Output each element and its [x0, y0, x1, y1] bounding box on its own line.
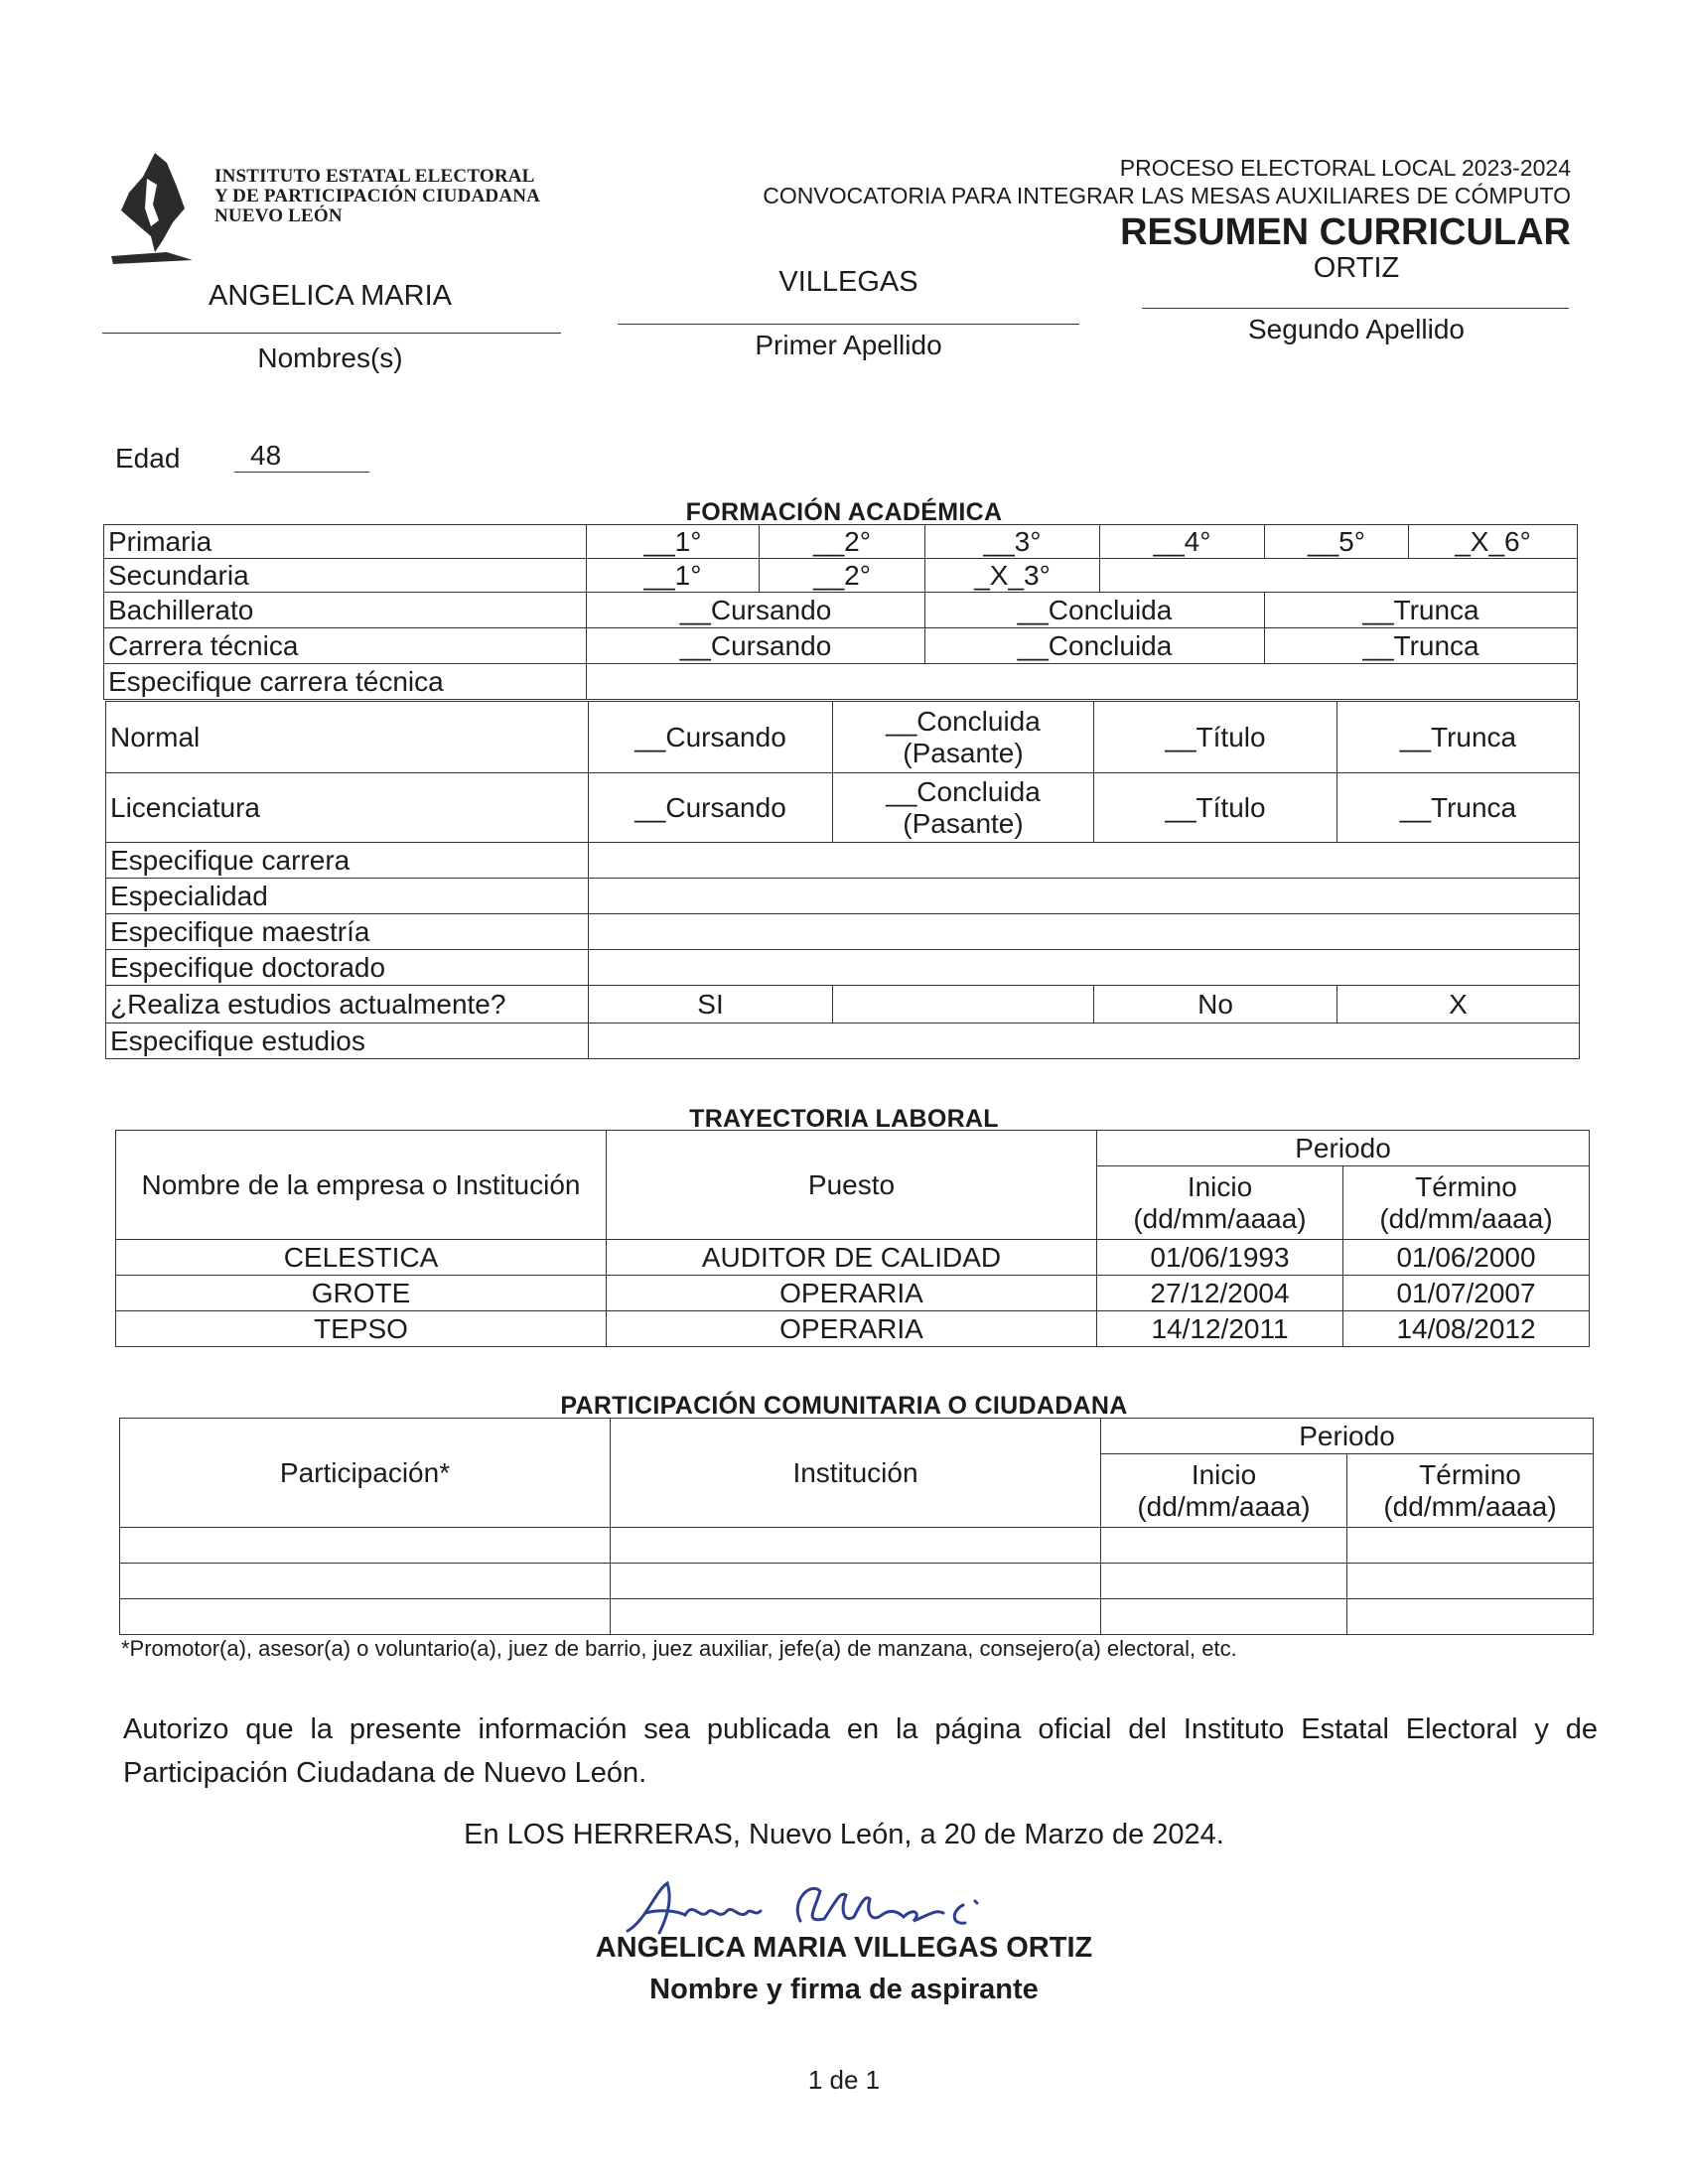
bachillerato-row [104, 593, 1578, 628]
licenciatura-opt-trunca: __Trunca [1337, 773, 1580, 843]
nombres-value: ANGELICA MARIA [209, 280, 452, 312]
especialidad-label: Especialidad [106, 879, 589, 914]
formacion-table-degrees [105, 701, 1580, 1059]
authorization-text: Autorizo que la presente información sea publicada en la página oficial del Instituto Estatal Electoral y de Participación Ciudadana de Nuevo León. [123, 1713, 1598, 1789]
institute-logo [107, 149, 197, 266]
trayectoria-inicio-header: Inicio (dd/mm/aaaa) [1097, 1166, 1343, 1240]
segundo-apellido-caption: Segundo Apellido [1248, 314, 1465, 344]
estudios-actual-row [106, 986, 1580, 1024]
document-title: RESUMEN CURRICULAR [1120, 211, 1571, 253]
participacion-periodo-header: Periodo [1101, 1419, 1594, 1454]
inicio-cell: 14/12/2011 [1097, 1311, 1343, 1347]
carrera-tecnica-opt-concluida: __Concluida [925, 628, 1265, 664]
formacion-title: FORMACIÓN ACADÉMICA [685, 498, 1003, 526]
empresa-header: Nombre de la empresa o Institución [116, 1131, 607, 1240]
maestria-value [589, 914, 1580, 950]
carrera-tecnica-opt-trunca: __Trunca [1265, 628, 1578, 664]
signer-name: ANGELICA MARIA VILLEGAS ORTIZ [595, 1932, 1093, 1964]
primer-apellido-line [618, 324, 1079, 325]
estudios-actual-si-mark [833, 986, 1094, 1024]
normal-opt-cursando: __Cursando [589, 702, 833, 773]
secundaria-empty [1100, 559, 1578, 593]
empresa-cell: CELESTICA [116, 1240, 607, 1276]
participacion-header: Participación* [120, 1419, 611, 1528]
table-row [120, 1564, 1594, 1599]
convocation-label: CONVOCATORIA PARA INTEGRAR LAS MESAS AUXILIARES DE CÓMPUTO [763, 183, 1571, 208]
especifique-tecnica-value [587, 664, 1578, 700]
doctorado-row [106, 950, 1580, 986]
participacion-header-top [120, 1419, 1594, 1454]
trayectoria-table [115, 1130, 1590, 1347]
estudios-actual-no-label: No [1094, 986, 1337, 1024]
secundaria-opt-1: __1° [587, 559, 760, 593]
termino-cell: 01/06/2000 [1343, 1240, 1590, 1276]
licenciatura-opt-concluida: __Concluida (Pasante) [833, 773, 1094, 843]
puesto-header: Puesto [607, 1131, 1097, 1240]
trayectoria-termino-header: Término (dd/mm/aaaa) [1343, 1166, 1590, 1240]
secundaria-opt-3: _X_3° [925, 559, 1100, 593]
especifique-tecnica-row [104, 664, 1578, 700]
primaria-opt-5: __5° [1265, 525, 1409, 559]
maestria-row [106, 914, 1580, 950]
especialidad-value [589, 879, 1580, 914]
institute-line-2: Y DE PARTICIPACIÓN CIUDADANA [214, 186, 541, 206]
termino-cell: 14/08/2012 [1343, 1311, 1590, 1347]
puesto-cell: AUDITOR DE CALIDAD [607, 1240, 1097, 1276]
especialidad-row [106, 879, 1580, 914]
segundo-apellido-line [1142, 308, 1569, 309]
institute-name [214, 167, 540, 226]
trayectoria-periodo-header: Periodo [1097, 1131, 1590, 1166]
licenciatura-label: Licenciatura [106, 773, 589, 843]
participacion-termino-header: Término (dd/mm/aaaa) [1347, 1454, 1594, 1528]
primaria-row [104, 525, 1578, 559]
page-number: 1 de 1 [807, 2065, 881, 2095]
place-date: En LOS HERRERAS, Nuevo León, a 20 de Marzo de 2024. [464, 1819, 1224, 1850]
secundaria-row [104, 559, 1578, 593]
estudios-actual-si-label: SI [589, 986, 833, 1024]
especifique-carrera-value [589, 843, 1580, 879]
doctorado-label: Especifique doctorado [106, 950, 589, 986]
institute-line-1: INSTITUTO ESTATAL ELECTORAL [214, 166, 535, 187]
especifique-estudios-row [106, 1024, 1580, 1059]
process-label: PROCESO ELECTORAL LOCAL 2023-2024 [1119, 155, 1571, 181]
formacion-table [103, 524, 1578, 700]
table-row [120, 1599, 1594, 1635]
nombres-line [102, 333, 561, 334]
table-row [116, 1240, 1590, 1276]
bachillerato-label: Bachillerato [104, 593, 587, 628]
licenciatura-opt-cursando: __Cursando [589, 773, 833, 843]
trayectoria-title: TRAYECTORIA LABORAL [689, 1105, 999, 1133]
bachillerato-opt-concluida: __Concluida [925, 593, 1265, 628]
puesto-cell: OPERARIA [607, 1311, 1097, 1347]
estudios-actual-no-mark: X [1337, 986, 1580, 1024]
carrera-tecnica-row [104, 628, 1578, 664]
bachillerato-opt-trunca: __Trunca [1265, 593, 1578, 628]
edad-value: 48 [234, 440, 369, 473]
carrera-tecnica-label: Carrera técnica [104, 628, 587, 664]
inicio-cell: 01/06/1993 [1097, 1240, 1343, 1276]
primaria-label: Primaria [104, 525, 587, 559]
participacion-inicio-header: Inicio (dd/mm/aaaa) [1101, 1454, 1347, 1528]
especifique-estudios-value [589, 1024, 1580, 1059]
participacion-table [119, 1418, 1594, 1635]
primaria-opt-3: __3° [925, 525, 1100, 559]
primaria-opt-2: __2° [760, 525, 925, 559]
carrera-tecnica-opt-cursando: __Cursando [587, 628, 925, 664]
table-row [120, 1528, 1594, 1564]
trayectoria-header-top [116, 1131, 1590, 1166]
header-right [763, 154, 1571, 255]
segundo-apellido-value: ORTIZ [1313, 252, 1400, 284]
institucion-header: Institución [611, 1419, 1101, 1528]
estudios-actual-label: ¿Realiza estudios actualmente? [106, 986, 589, 1024]
especifique-tecnica-label: Especifique carrera técnica [104, 664, 587, 700]
licenciatura-row [106, 773, 1580, 843]
doctorado-value [589, 950, 1580, 986]
inicio-cell: 27/12/2004 [1097, 1276, 1343, 1311]
edad-label: Edad [115, 443, 181, 474]
primer-apellido-caption: Primer Apellido [755, 330, 942, 360]
participacion-footnote: *Promotor(a), asesor(a) o voluntario(a), juez de barrio, juez auxiliar, jefe(a) de manzana, consejero(a) electoral, etc. [121, 1636, 1237, 1661]
table-row [116, 1276, 1590, 1311]
maestria-label: Especifique maestría [106, 914, 589, 950]
especifique-carrera-label: Especifique carrera [106, 843, 589, 879]
nombres-caption: Nombres(s) [257, 342, 403, 373]
empresa-cell: TEPSO [116, 1311, 607, 1347]
institute-line-3: NUEVO LEÓN [214, 205, 343, 226]
primaria-opt-6: _X_6° [1409, 525, 1578, 559]
bachillerato-opt-cursando: __Cursando [587, 593, 925, 628]
table-row [116, 1311, 1590, 1347]
normal-label: Normal [106, 702, 589, 773]
empresa-cell: GROTE [116, 1276, 607, 1311]
secundaria-label: Secundaria [104, 559, 587, 593]
normal-opt-concluida: __Concluida (Pasante) [833, 702, 1094, 773]
especifique-estudios-label: Especifique estudios [106, 1024, 589, 1059]
licenciatura-opt-titulo: __Título [1094, 773, 1337, 843]
normal-opt-trunca: __Trunca [1337, 702, 1580, 773]
primaria-opt-1: __1° [587, 525, 760, 559]
primaria-opt-4: __4° [1100, 525, 1265, 559]
normal-opt-titulo: __Título [1094, 702, 1337, 773]
normal-row [106, 702, 1580, 773]
termino-cell: 01/07/2007 [1343, 1276, 1590, 1311]
primer-apellido-value: VILLEGAS [778, 266, 918, 298]
especifique-carrera-row [106, 843, 1580, 879]
signer-caption: Nombre y firma de aspirante [649, 1974, 1039, 2005]
secundaria-opt-2: __2° [760, 559, 925, 593]
participacion-title: PARTICIPACIÓN COMUNITARIA O CIUDADANA [560, 1392, 1128, 1420]
puesto-cell: OPERARIA [607, 1276, 1097, 1311]
